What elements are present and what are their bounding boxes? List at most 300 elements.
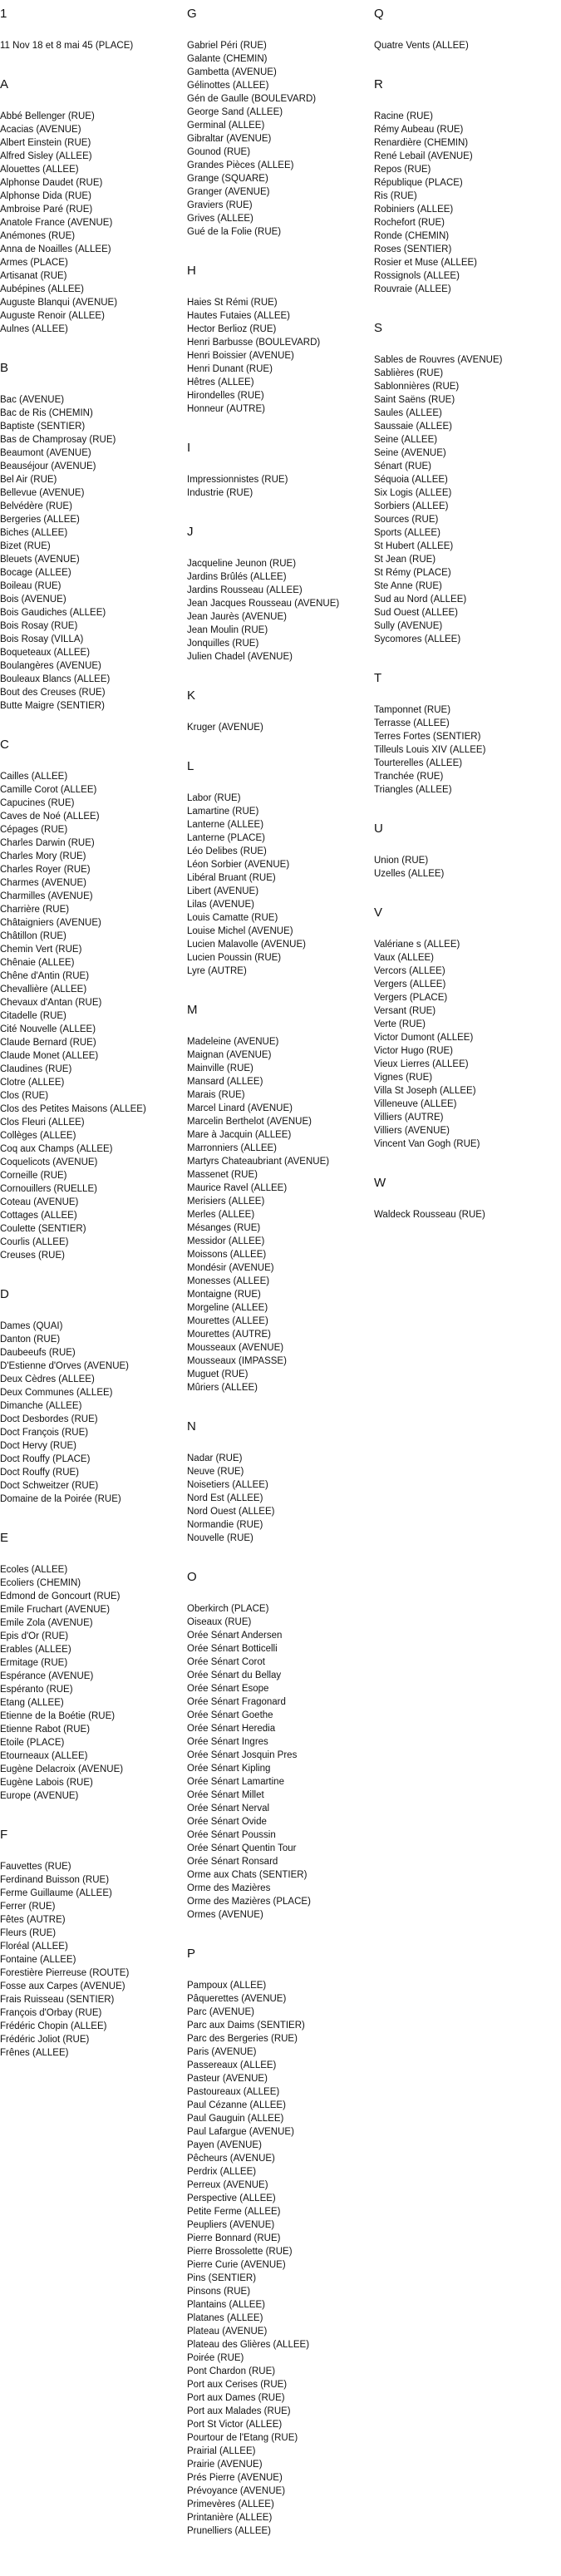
street-name: Charles Royer (RUE)	[0, 865, 91, 875]
street-list	[187, 792, 372, 978]
street-name: Haies St Rémi (RUE)	[187, 298, 278, 308]
street-name: Emile Zola (AVENUE)	[0, 1618, 93, 1628]
street-name: Marcel Linard (AVENUE)	[187, 1103, 293, 1113]
street-list	[374, 353, 559, 646]
street-name: Peupliers (AVENUE)	[187, 2220, 275, 2230]
street-name: Plantains (ALLEE)	[187, 2300, 265, 2310]
street-name: Bout des Creuses (RUE)	[0, 688, 106, 698]
street-name: Villiers (AUTRE)	[374, 1113, 444, 1123]
street-name: République (PLACE)	[374, 178, 463, 188]
street-name: Louise Michel (AVENUE)	[187, 926, 293, 936]
section-letter-heading: U	[374, 822, 383, 836]
street-list	[374, 703, 559, 797]
street-list	[187, 296, 372, 416]
street-name: Sports (ALLEE)	[374, 528, 440, 538]
street-name: Abbé Bellenger (RUE)	[0, 111, 95, 121]
street-name: Courlis (ALLEE)	[0, 1237, 69, 1247]
street-name: Doct Rouffy (PLACE)	[0, 1454, 91, 1464]
street-name: Pêcheurs (AVENUE)	[187, 2154, 275, 2164]
street-name: Bizet (RUE)	[0, 541, 51, 551]
letter-section	[374, 7, 559, 52]
section-letter-heading: P	[187, 1947, 196, 1961]
street-name: Saules (ALLEE)	[374, 408, 442, 418]
street-name: Parc des Bergeries (RUE)	[187, 2034, 298, 2044]
section-letter-heading: H	[187, 264, 196, 278]
street-name: Muguet (RUE)	[187, 1369, 249, 1379]
street-name: Charrière (RUE)	[0, 905, 70, 915]
street-name: Fosse aux Carpes (AVENUE)	[0, 1981, 125, 1991]
section-letter-heading: O	[187, 1570, 197, 1584]
street-name: Frênes (ALLEE)	[0, 2048, 69, 2058]
street-name: Jacqueline Jeunon (RUE)	[187, 559, 297, 569]
street-name: Aubépines (ALLEE)	[0, 284, 85, 294]
street-name: 11 Nov 18 et 8 mai 45 (PLACE)	[0, 41, 134, 51]
street-name: Lanterne (PLACE)	[187, 833, 265, 843]
street-name: Aulnes (ALLEE)	[0, 324, 68, 334]
street-name: Hector Berlioz (RUE)	[187, 324, 277, 334]
street-name: Châtaigniers (AVENUE)	[0, 918, 101, 928]
street-name: Maignan (AVENUE)	[187, 1050, 272, 1060]
street-name: Port aux Dames (RUE)	[187, 2393, 285, 2403]
street-name: Repos (RUE)	[374, 165, 431, 175]
street-name: Pinsons (RUE)	[187, 2287, 251, 2297]
letter-section	[187, 441, 372, 500]
street-name: Saint Saëns (RUE)	[374, 395, 455, 405]
street-name: Vergers (ALLEE)	[374, 980, 446, 989]
street-name: Pampoux (ALLEE)	[187, 1981, 267, 1991]
street-name: Doct Rouffy (RUE)	[0, 1468, 80, 1478]
street-name: Sud au Nord (ALLEE)	[374, 595, 467, 605]
street-name: Roses (SENTIER)	[374, 244, 452, 254]
street-list	[0, 1320, 185, 1506]
street-name: Mainville (RUE)	[187, 1063, 253, 1073]
street-name: Marcelin Berthelot (AVENUE)	[187, 1117, 312, 1127]
street-name: Victor Dumont (ALLEE)	[374, 1033, 474, 1043]
street-name: Bois (AVENUE)	[0, 595, 66, 605]
street-name: Port aux Cerises (RUE)	[187, 2380, 288, 2390]
street-name: Nadar (RUE)	[187, 1453, 243, 1463]
section-letter-heading: I	[187, 441, 191, 455]
street-name: Etoile (PLACE)	[0, 1738, 65, 1748]
street-name: Claudines (RUE)	[0, 1064, 72, 1074]
section-letter-heading: G	[187, 7, 197, 21]
street-name: Deux Cèdres (ALLEE)	[0, 1374, 95, 1384]
street-name: Plateau des Glières (ALLEE)	[187, 2340, 310, 2350]
street-name: Cailles (ALLEE)	[0, 772, 68, 782]
street-name: Perdrix (ALLEE)	[187, 2167, 257, 2177]
street-name: Verte (RUE)	[374, 1019, 426, 1029]
street-name: Triangles (ALLEE)	[374, 785, 452, 795]
letter-section	[374, 1176, 559, 1221]
street-name: Waldeck Rousseau (RUE)	[374, 1210, 485, 1220]
street-name: Sénart (RUE)	[374, 461, 432, 471]
street-name: Six Logis (ALLEE)	[374, 488, 452, 498]
street-name: Orée Sénart Ovide	[187, 1817, 267, 1827]
letter-section	[374, 671, 559, 797]
street-name: Vincent Van Gogh (RUE)	[374, 1139, 480, 1149]
street-name: Lyre (AUTRE)	[187, 966, 247, 976]
street-name: Boileau (RUE)	[0, 581, 62, 591]
street-list	[187, 557, 372, 664]
street-name: Perreux (AVENUE)	[187, 2180, 268, 2190]
street-name: Cépages (RUE)	[0, 825, 68, 835]
street-name: Neuve (RUE)	[187, 1467, 244, 1477]
street-name: Fontaine (ALLEE)	[0, 1955, 76, 1965]
street-name: Beauséjour (AVENUE)	[0, 461, 96, 471]
street-name: Vignes (RUE)	[374, 1073, 433, 1083]
street-name: Chênaie (ALLEE)	[0, 958, 75, 968]
street-name: Kruger (AVENUE)	[187, 723, 263, 733]
street-list	[187, 473, 372, 500]
street-name: Dimanche (ALLEE)	[0, 1401, 82, 1411]
street-name: Bois Rosay (RUE)	[0, 621, 78, 631]
street-name: Alouettes (ALLEE)	[0, 165, 79, 175]
letter-section	[0, 1531, 185, 1803]
street-name: Parc (AVENUE)	[187, 2007, 254, 2017]
section-letter-heading: K	[187, 688, 196, 703]
street-name: Villiers (AVENUE)	[374, 1126, 450, 1136]
letter-section	[187, 1003, 372, 1394]
street-name: Orée Sénart du Bellay	[187, 1670, 282, 1680]
street-name: Claude Monet (ALLEE)	[0, 1051, 99, 1061]
letter-section	[374, 906, 559, 1151]
section-letter-heading: V	[374, 906, 383, 920]
street-name: Cité Nouvelle (ALLEE)	[0, 1024, 96, 1034]
street-name: Gén de Gaulle (BOULEVARD)	[187, 94, 317, 104]
street-name: Henri Dunant (RUE)	[187, 364, 273, 374]
street-name: Gabriel Péri (RUE)	[187, 41, 267, 51]
street-name: Anna de Noailles (ALLEE)	[0, 244, 111, 254]
street-name: Orme des Mazières	[187, 1883, 271, 1893]
street-name: Monesses (ALLEE)	[187, 1276, 270, 1286]
street-name: Camille Corot (ALLEE)	[0, 785, 97, 795]
street-name: Granger (AVENUE)	[187, 187, 270, 197]
street-name: Lamartine (RUE)	[187, 807, 259, 817]
street-name: Tranchée (RUE)	[374, 772, 444, 782]
street-name: Oiseaux (RUE)	[187, 1617, 252, 1627]
street-name: Bellevue (AVENUE)	[0, 488, 85, 498]
street-name: Pierre Curie (AVENUE)	[187, 2260, 286, 2270]
street-list	[187, 1452, 372, 1545]
street-name: Terres Fortes (SENTIER)	[374, 732, 481, 742]
street-name: St Jean (RUE)	[374, 555, 436, 565]
street-name: Jonquilles (RUE)	[187, 639, 259, 649]
street-name: Paul Lafargue (AVENUE)	[187, 2127, 294, 2137]
street-name: Orée Sénart Heredia	[187, 1724, 276, 1734]
street-name: Emile Fruchart (AVENUE)	[0, 1605, 111, 1615]
street-name: Citadelle (RUE)	[0, 1011, 66, 1021]
street-name: Seine (AVENUE)	[374, 448, 446, 458]
street-name: Gélinottes (ALLEE)	[187, 81, 269, 91]
street-name: Auguste Renoir (ALLEE)	[0, 311, 105, 321]
street-name: Merisiers (ALLEE)	[187, 1197, 265, 1207]
street-name: Orée Sénart Millet	[187, 1790, 264, 1800]
street-name: Pastoureaux (ALLEE)	[187, 2087, 280, 2097]
street-name: Clos des Petites Maisons (ALLEE)	[0, 1104, 146, 1114]
street-name: Prés Pierre (AVENUE)	[187, 2473, 283, 2483]
street-name: Bas de Champrosay (RUE)	[0, 435, 116, 445]
street-name: Biches (ALLEE)	[0, 528, 68, 538]
street-name: Ris (RUE)	[374, 191, 417, 201]
street-name: Fleurs (RUE)	[0, 1928, 57, 1938]
letter-section	[374, 77, 559, 296]
street-name: Julien Chadel (AVENUE)	[187, 652, 293, 662]
street-name: Messidor (ALLEE)	[187, 1236, 265, 1246]
section-letter-heading: S	[374, 321, 383, 335]
street-name: Jean Moulin (RUE)	[187, 625, 268, 635]
street-name: Parc aux Daims (SENTIER)	[187, 2021, 305, 2031]
street-name: Orée Sénart Botticelli	[187, 1644, 278, 1654]
street-name: Galante (CHEMIN)	[187, 54, 268, 64]
street-name: Libéral Bruant (RUE)	[187, 873, 276, 883]
street-name: Cornouillers (RUELLE)	[0, 1184, 97, 1194]
letter-section	[187, 525, 372, 664]
letter-section	[0, 361, 185, 713]
street-name: Rémy Aubeau (RUE)	[374, 125, 464, 135]
street-name: Paul Gauguin (ALLEE)	[187, 2114, 284, 2124]
street-list	[0, 1563, 185, 1803]
street-name: Massenet (RUE)	[187, 1170, 258, 1180]
letter-section	[0, 1828, 185, 2060]
street-name: Alfred Sisley (ALLEE)	[0, 151, 92, 161]
street-name: Quatre Vents (ALLEE)	[374, 41, 469, 51]
street-name: Orée Sénart Quentin Tour	[187, 1843, 297, 1853]
street-name: Orée Sénart Poussin	[187, 1830, 276, 1840]
street-list	[0, 110, 185, 336]
street-name: Ferdinand Buisson (RUE)	[0, 1875, 110, 1885]
street-name: Hautes Futaies (ALLEE)	[187, 311, 291, 321]
street-name: Gué de la Folie (RUE)	[187, 227, 282, 237]
letter-section	[187, 1419, 372, 1545]
street-name: St Hubert (ALLEE)	[374, 541, 454, 551]
street-list	[374, 854, 559, 881]
street-name: Orée Sénart Kipling	[187, 1764, 271, 1774]
street-name: Prévoyance (AVENUE)	[187, 2486, 286, 2496]
street-name: Morgeline (ALLEE)	[187, 1303, 268, 1313]
street-list	[187, 39, 372, 239]
street-name: Epis d'Or (RUE)	[0, 1631, 69, 1641]
letter-section	[374, 822, 559, 881]
street-name: Impressionnistes (RUE)	[187, 475, 288, 485]
street-name: Chevaux d'Antan (RUE)	[0, 998, 102, 1008]
street-name: Orée Sénart Fragonard	[187, 1697, 286, 1707]
street-name: Henri Barbusse (BOULEVARD)	[187, 338, 321, 348]
street-name: Nord Est (ALLEE)	[187, 1493, 263, 1503]
street-name: Villa St Joseph (ALLEE)	[374, 1086, 476, 1096]
section-letter-heading: N	[187, 1419, 196, 1434]
street-name: Noisetiers (ALLEE)	[187, 1480, 268, 1490]
street-name: Séquoia (ALLEE)	[374, 475, 448, 485]
street-name: Doct François (RUE)	[0, 1428, 89, 1438]
street-name: Bac (AVENUE)	[0, 395, 65, 405]
street-name: Orée Sénart Corot	[187, 1657, 265, 1667]
street-index-column-3	[374, 7, 559, 1246]
street-name: Marais (RUE)	[187, 1090, 245, 1100]
street-name: Merles (ALLEE)	[187, 1210, 255, 1220]
street-name: Charles Mory (RUE)	[0, 851, 86, 861]
letter-section	[374, 321, 559, 646]
street-name: Domaine de la Poirée (RUE)	[0, 1494, 121, 1504]
street-name: Grives (ALLEE)	[187, 214, 253, 224]
street-name: Ermitage (RUE)	[0, 1658, 68, 1668]
street-name: Mésanges (RUE)	[187, 1223, 261, 1233]
street-name: Pâquerettes (AVENUE)	[187, 1994, 287, 2004]
street-name: Tamponnet (RUE)	[374, 705, 451, 715]
street-name: Acacias (AVENUE)	[0, 125, 81, 135]
section-letter-heading: B	[0, 361, 9, 375]
street-name: Forestière Pierreuse (ROUTE)	[0, 1968, 130, 1978]
street-name: Vieux Lierres (ALLEE)	[374, 1059, 469, 1069]
street-name: Boqueteaux (ALLEE)	[0, 648, 91, 658]
street-name: Albert Einstein (RUE)	[0, 138, 91, 148]
street-name: Versant (RUE)	[374, 1006, 436, 1016]
street-name: Doct Hervy (RUE)	[0, 1441, 77, 1451]
street-name: Prunelliers (ALLEE)	[187, 2526, 271, 2536]
street-name: Henri Boissier (AVENUE)	[187, 351, 294, 361]
street-name: Jardins Rousseau (ALLEE)	[187, 585, 303, 595]
section-letter-heading: D	[0, 1287, 9, 1301]
street-name: Espéranto (RUE)	[0, 1685, 73, 1695]
street-name: Bouleaux Blancs (ALLEE)	[0, 674, 111, 684]
street-name: Hêtres (ALLEE)	[187, 378, 254, 387]
street-name: Poirée (RUE)	[187, 2353, 244, 2363]
street-name: Hirondelles (RUE)	[187, 391, 264, 401]
street-name: Ferme Guillaume (ALLEE)	[0, 1888, 112, 1898]
street-name: Uzelles (ALLEE)	[374, 869, 445, 879]
street-name: Artisanat (RUE)	[0, 271, 67, 281]
street-name: Etienne de la Boétie (RUE)	[0, 1711, 116, 1721]
street-name: Coquelicots (AVENUE)	[0, 1157, 98, 1167]
street-name: St Rémy (PLACE)	[374, 568, 451, 578]
street-name: Clos (RUE)	[0, 1091, 49, 1101]
street-name: Vercors (ALLEE)	[374, 966, 445, 976]
street-name: Paul Cézanne (ALLEE)	[187, 2100, 286, 2110]
street-name: Vaux (ALLEE)	[374, 953, 435, 963]
street-name: Lilas (AVENUE)	[187, 900, 254, 910]
street-name: Printanière (ALLEE)	[187, 2513, 273, 2523]
street-name: Charmes (AVENUE)	[0, 878, 86, 888]
street-name: Sud Ouest (ALLEE)	[374, 608, 458, 618]
street-name: Maurice Ravel (ALLEE)	[187, 1183, 288, 1193]
street-name: Paris (AVENUE)	[187, 2047, 257, 2057]
street-name: Corneille (RUE)	[0, 1171, 67, 1181]
street-name: Etourneaux (ALLEE)	[0, 1751, 88, 1761]
street-name: Prairial (ALLEE)	[187, 2446, 256, 2456]
street-name: Ormes (AVENUE)	[187, 1910, 263, 1920]
street-name: François d'Orbay (RUE)	[0, 2008, 102, 2018]
letter-section	[0, 738, 185, 1262]
street-name: Orée Sénart Goethe	[187, 1710, 273, 1720]
letter-section	[0, 77, 185, 336]
section-letter-heading: R	[374, 77, 383, 91]
street-name: Edmond de Goncourt (RUE)	[0, 1591, 121, 1601]
street-name: Caves de Noé (ALLEE)	[0, 812, 100, 822]
street-name: Tourterelles (ALLEE)	[374, 758, 463, 768]
street-name: Madeleine (AVENUE)	[187, 1037, 279, 1047]
street-name: Payen (AVENUE)	[187, 2140, 262, 2150]
street-name: Ecoles (ALLEE)	[0, 1565, 68, 1575]
street-name: Anatole France (AVENUE)	[0, 218, 113, 228]
street-name: Primevères (ALLEE)	[187, 2500, 274, 2509]
street-name: Sully (AVENUE)	[374, 621, 443, 631]
street-name: Baptiste (SENTIER)	[0, 422, 86, 432]
street-name: Union (RUE)	[374, 856, 429, 866]
street-name: Danton (RUE)	[0, 1335, 61, 1345]
street-name: Sources (RUE)	[374, 515, 439, 525]
street-name: Bois Gaudiches (ALLEE)	[0, 608, 106, 618]
street-index-column-2	[187, 7, 372, 2563]
street-name: George Sand (ALLEE)	[187, 107, 283, 117]
street-name: Lanterne (ALLEE)	[187, 820, 264, 830]
street-name: Louis Camatte (RUE)	[187, 913, 278, 923]
street-name: Chemin Vert (RUE)	[0, 945, 82, 955]
street-name: Ferrer (RUE)	[0, 1902, 56, 1912]
street-name: Villeneuve (ALLEE)	[374, 1099, 457, 1109]
street-name: Vergers (PLACE)	[374, 993, 448, 1003]
street-name: Charmilles (AVENUE)	[0, 891, 93, 901]
street-name: Germinal (ALLEE)	[187, 121, 265, 131]
street-name: Jean Jacques Rousseau (AVENUE)	[187, 599, 340, 609]
street-name: Industrie (RUE)	[187, 488, 253, 498]
street-name: Plateau (AVENUE)	[187, 2327, 268, 2337]
street-name: Passereaux (ALLEE)	[187, 2060, 277, 2070]
street-name: Saussaie (ALLEE)	[374, 422, 452, 432]
letter-section	[187, 1570, 372, 1922]
street-name: Seine (ALLEE)	[374, 435, 438, 445]
street-name: Honneur (AUTRE)	[187, 404, 265, 414]
street-name: Claude Bernard (RUE)	[0, 1038, 96, 1048]
street-name: Mare à Jacquin (ALLEE)	[187, 1130, 292, 1140]
section-letter-heading: L	[187, 759, 194, 773]
section-letter-heading: Q	[374, 7, 384, 21]
street-name: Coteau (AVENUE)	[0, 1197, 79, 1207]
street-name: Pins (SENTIER)	[187, 2273, 257, 2283]
street-name: Lucien Poussin (RUE)	[187, 953, 282, 963]
street-name: Oberkirch (PLACE)	[187, 1604, 269, 1614]
street-name: Creuses (RUE)	[0, 1251, 65, 1261]
street-name: Orée Sénart Ingres	[187, 1737, 268, 1747]
street-name: Orée Sénart Josquin Pres	[187, 1750, 298, 1760]
street-name: Chêne d'Antin (RUE)	[0, 971, 90, 981]
street-name: Eugène Delacroix (AVENUE)	[0, 1764, 124, 1774]
section-letter-heading: 1	[0, 7, 7, 21]
street-name: Graviers (RUE)	[187, 200, 253, 210]
street-name: Clotre (ALLEE)	[0, 1078, 65, 1088]
street-name: Pasteur (AVENUE)	[187, 2074, 268, 2084]
letter-section	[187, 759, 372, 978]
street-name: Ecoliers (CHEMIN)	[0, 1578, 81, 1588]
street-name: Moissons (ALLEE)	[187, 1250, 267, 1260]
street-name: Martyrs Chateaubriant (AVENUE)	[187, 1157, 330, 1167]
street-name: Rochefort (RUE)	[374, 218, 445, 228]
street-name: Terrasse (ALLEE)	[374, 718, 450, 728]
street-name: Deux Communes (ALLEE)	[0, 1388, 113, 1398]
letter-section	[187, 1947, 372, 2538]
street-name: Léo Delibes (RUE)	[187, 846, 267, 856]
street-name: Chevallière (ALLEE)	[0, 985, 87, 994]
street-name: Etienne Rabot (RUE)	[0, 1725, 91, 1735]
street-name: Coulette (SENTIER)	[0, 1224, 86, 1234]
street-name: Capucines (RUE)	[0, 798, 75, 808]
street-name: Ronde (CHEMIN)	[374, 231, 450, 241]
street-name: Sorbiers (ALLEE)	[374, 501, 449, 511]
street-name: Sables de Rouvres (AVENUE)	[374, 355, 503, 365]
street-name: D'Estienne d'Orves (AVENUE)	[0, 1361, 130, 1371]
street-name: Montaigne (RUE)	[187, 1290, 261, 1300]
section-letter-heading: F	[0, 1828, 8, 1842]
street-name: Grange (SQUARE)	[187, 174, 268, 184]
street-name: Mansard (ALLEE)	[187, 1077, 263, 1087]
